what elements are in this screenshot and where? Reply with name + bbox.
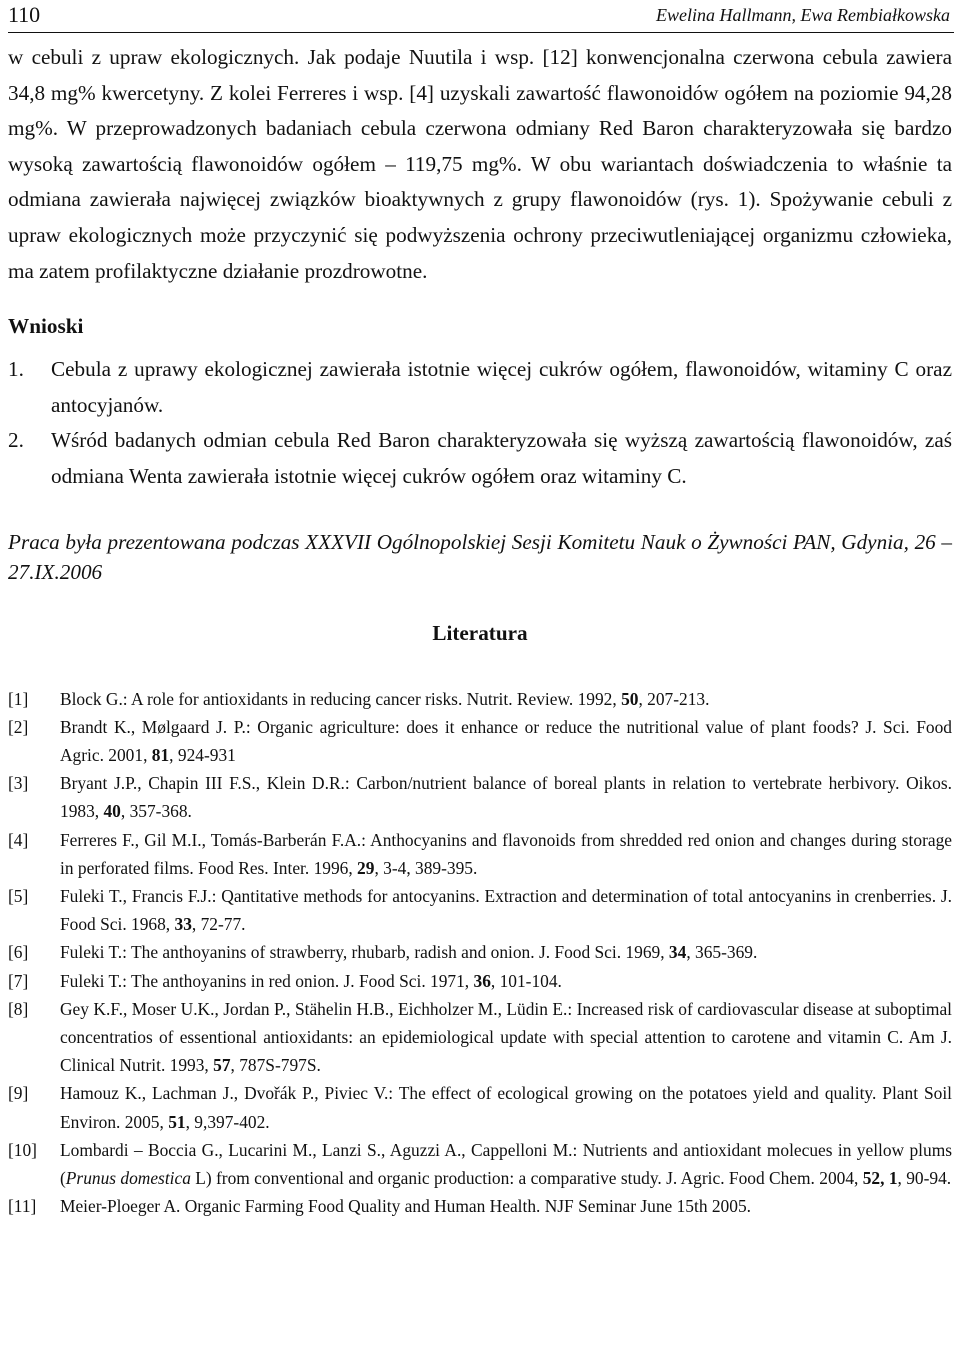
body-paragraph: w cebuli z upraw ekologicznych. Jak podaje Nuutila i wsp. [12] konwencjonalna czerwona cebula zawiera 34,8 mg% kwercetyny. Z kolei Ferreres i wsp. [4] uzyskali zawartość flawonoidów ogółem na poziomie 94,28 mg%. W przeprowadzonych badaniach cebula czerwona odmiany Red Baron charakteryzowała się bardzo wysoką zawartością flawonoidów ogółem – 119,75 mg%. W obu wariantach doświadczenia to właśnie ta odmiana zawierała najwięcej związków bioaktywnych z grupy flawonoidów (rys. 1). Spożywanie cebuli z upraw ekologicznych może przyczynić się podwyższenia ochrony przeciwutleniającej organizmu człowieka, ma zatem profilaktyczne działanie prozdrowotne. — [8, 45, 952, 283]
reference-text — [60, 995, 952, 1080]
reference-volume: 40 — [103, 801, 121, 822]
presentation-note: Praca była prezentowana podczas XXXVII Ogólnopolskiej Sesji Komitetu Nauk o Żywności PAN, Gdynia, 26 – 27.IX.2006 — [8, 529, 952, 584]
reference-number: [11] — [8, 1196, 37, 1217]
reference-item — [8, 938, 952, 966]
reference-volume: 52, 1 — [862, 1167, 898, 1188]
reference-citation: Bryant J.P., Chapin III F.S., Klein D.R.: Carbon/nutrient balance of boreal plants in relation to vertebrate herbivory. Oikos. 1983, — [60, 773, 952, 822]
reference-item — [8, 1192, 952, 1220]
reference-item — [8, 995, 952, 1080]
reference-citation: Hamouz K., Lachman J., Dvořák P., Piviec V.: The effect of ecological growing on the potatoes yield and quality. Plant Soil Environ. 2005, — [60, 1083, 952, 1132]
reference-citation: Block G.: A role for antioxidants in reducing cancer risks. Nutrit. Review. 1992, — [60, 688, 622, 709]
reference-text — [60, 938, 952, 966]
reference-volume: 51 — [168, 1111, 186, 1132]
reference-item — [8, 1136, 952, 1192]
reference-pages: , 90-94. — [897, 1167, 952, 1188]
literature-heading: Literatura — [432, 620, 528, 645]
reference-number: [10] — [8, 1139, 37, 1160]
reference-number: [2] — [8, 716, 29, 737]
reference-citation: Gey K.F., Moser U.K., Jordan P., Stähelin H.B., Eichholzer M., Lüdin E.: Increased risk of cardiovascular disease at suboptimal concentratios of essentional antioxidants: an epidemiological update with special attention to carotene and vitamin C. Am J. Clinical Nutrit. 1993, — [60, 998, 952, 1076]
reference-citation: Fuleki T.: The anthoyanins of strawberry, rhubarb, radish and onion. J. Food Sci. 1969, — [60, 942, 669, 963]
running-head-authors: Ewelina Hallmann, Ewa Rembiałkowska — [656, 5, 950, 25]
conclusion-number: 1. — [8, 357, 24, 382]
reference-pages: , 9,397-402. — [185, 1111, 270, 1132]
reference-number: [8] — [8, 998, 29, 1019]
reference-text — [60, 826, 952, 882]
reference-pages: , 365-369. — [686, 942, 758, 963]
reference-item — [8, 769, 952, 825]
reference-pages: , 924-931 — [169, 744, 236, 765]
reference-text — [60, 1136, 952, 1192]
header-rule — [8, 32, 954, 33]
reference-number: [9] — [8, 1083, 29, 1104]
reference-item — [8, 1079, 952, 1135]
reference-number: [1] — [8, 688, 29, 709]
reference-number: [6] — [8, 942, 29, 963]
conclusion-item — [8, 352, 952, 423]
conclusion-number: 2. — [8, 428, 24, 453]
page-content — [8, 40, 952, 1220]
conclusions-list — [8, 352, 952, 494]
reference-text — [60, 713, 952, 769]
reference-pages: , 72-77. — [191, 914, 246, 935]
reference-item — [8, 826, 952, 882]
reference-pages: , 207-213. — [638, 688, 710, 709]
reference-volume: 29 — [357, 857, 375, 878]
reference-volume: 36 — [473, 970, 491, 991]
reference-pages: , 357-368. — [120, 801, 192, 822]
reference-volume: 57 — [213, 1055, 231, 1076]
reference-number: [3] — [8, 773, 29, 794]
conclusion-text: Wśród badanych odmian cebula Red Baron charakteryzowała się wyższą zawartością flawonoidów, zaś odmiana Wenta zawierała istotnie więcej cukrów ogółem oraz witaminy C. — [51, 428, 952, 488]
reference-text — [60, 769, 952, 825]
reference-text — [60, 685, 952, 713]
reference-citation: Lombardi – Boccia G., Lucarini M., Lanzi S., Aguzzi A., Cappelloni M.: Nutrients and antioxidant molecues in yellow plums ( — [60, 1139, 952, 1188]
reference-item — [8, 882, 952, 938]
reference-pages: , 3-4, 389-395. — [374, 857, 478, 878]
reference-number: [5] — [8, 885, 29, 906]
reference-citation: Ferreres F., Gil M.I., Tomás-Barberán F.A.: Anthocyanins and flavonoids from shredded red onion and changes during storage in perforated films. Food Res. Inter. 1996, — [60, 829, 952, 878]
reference-number: [7] — [8, 970, 29, 991]
reference-text — [60, 1079, 952, 1135]
conclusion-item — [8, 423, 952, 494]
reference-species-name: Prunus domestica — [65, 1167, 191, 1188]
reference-pages: , 101-104. — [490, 970, 562, 991]
reference-text — [60, 882, 952, 938]
reference-citation: Brandt K., Mølgaard J. P.: Organic agriculture: does it enhance or reduce the nutritional value of plant foods? J. Sci. Food Agric. 2001, — [60, 716, 952, 765]
reference-citation: Fuleki T.: The anthoyanins in red onion. J. Food Sci. 1971, — [60, 970, 474, 991]
reference-volume: 50 — [621, 688, 639, 709]
reference-citation: Fuleki T., Francis F.J.: Qantitative methods for antocyanins. Extraction and determination of total antocyanins in crenberries. J. Food Sci. 1968, — [60, 885, 952, 935]
reference-citation: Meier-Ploeger A. Organic Farming Food Quality and Human Health. NJF Seminar June 15th 2005. — [60, 1196, 751, 1217]
conclusion-text: Cebula z uprawy ekologicznej zawierała istotnie więcej cukrów ogółem, flawonoidów, witaminy C oraz antocyjanów. — [51, 357, 952, 417]
reference-volume: 81 — [151, 744, 170, 765]
reference-item — [8, 685, 952, 713]
reference-list — [8, 685, 952, 1221]
reference-volume: 33 — [174, 914, 192, 935]
reference-volume: 34 — [668, 942, 687, 963]
reference-text — [60, 1192, 952, 1220]
reference-text — [60, 967, 952, 995]
reference-pages: , 787S-797S. — [230, 1055, 321, 1076]
reference-item — [8, 967, 952, 995]
reference-number: [4] — [8, 829, 29, 850]
page-number: 110 — [8, 2, 41, 27]
page-header — [0, 0, 960, 40]
reference-item — [8, 713, 952, 769]
conclusions-heading: Wnioski — [8, 314, 84, 339]
reference-citation-continued: L) from conventional and organic production: a comparative study. J. Agric. Food Chem. 2004, — [190, 1167, 863, 1188]
